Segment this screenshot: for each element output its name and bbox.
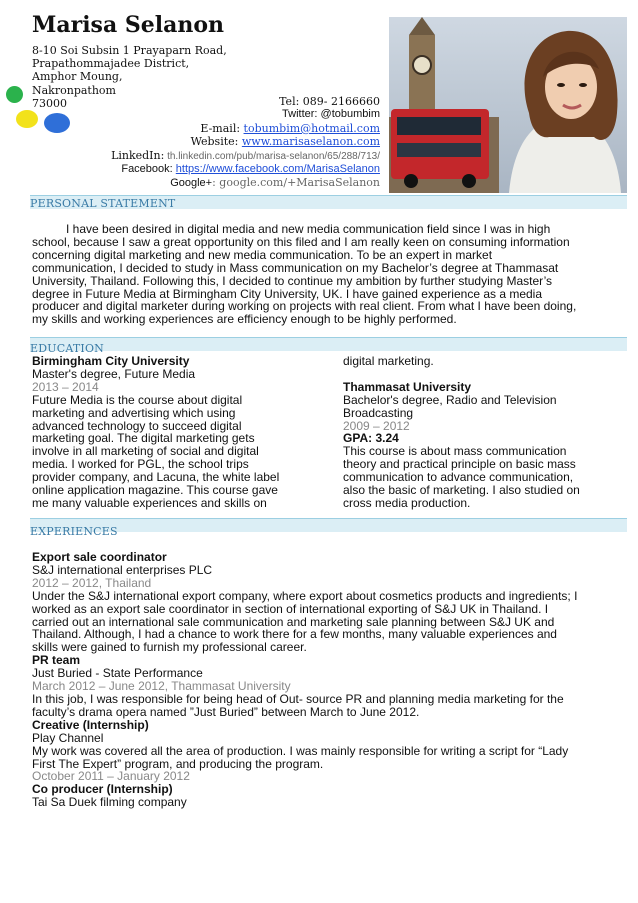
- education-dates: 2013 – 2014: [32, 379, 99, 394]
- google-row: [111, 176, 380, 190]
- experiences-list: [32, 551, 626, 809]
- job-organization: Just Buried - State Performance: [32, 666, 203, 681]
- job-dates: October 2011 – January 2012: [32, 769, 190, 784]
- linkedin-label: LinkedIn:: [111, 148, 165, 162]
- job-description-line: My work was covered all the area of production. I was mainly responsible for writing a script for “Lady: [32, 743, 569, 758]
- course-line: me many valuable experiences and skills on: [32, 495, 267, 510]
- green-dot-icon: [6, 86, 23, 103]
- statement-line: University, Thailand. Following this, I decided to continue my ambition by further studying Master’s: [32, 273, 553, 288]
- applicant-name: Marisa Selanon: [32, 12, 225, 38]
- course-line: This course is about mass communication: [343, 444, 567, 459]
- school-name: Thammasat University: [343, 379, 472, 394]
- course-line: marketing goal. The digital marketing gets: [32, 431, 255, 446]
- address-line: Nakronpathom: [32, 83, 116, 97]
- linkedin-row: [111, 149, 380, 163]
- facebook-link[interactable]: https://www.facebook.com/MarisaSelanon: [175, 163, 380, 176]
- statement-line: degree in Future Media at Birmingham City University, UK. I have gained experience as a media: [32, 286, 543, 301]
- statement-line: concerning digital marketing and new media communication. To be an expert in market: [32, 247, 493, 262]
- course-line: online application magazine. This course gave: [32, 483, 278, 498]
- course-line: communication to advance communication,: [343, 470, 574, 485]
- email-link[interactable]: tobumbim@hotmail.com: [243, 121, 380, 135]
- twitter-handle: Twitter: @tobumbim: [282, 108, 380, 121]
- course-line: involve in all marketing of social and digital: [32, 444, 259, 459]
- job-title: Creative (Internship): [32, 717, 149, 732]
- job-description-line: Under the S&J international export company, where export about cosmetics products and ingredients; I: [32, 588, 578, 603]
- blue-dot-icon: [44, 113, 70, 133]
- job-description-line: carried out an international sale communication and marketing sale planning between S&J UK and: [32, 614, 555, 629]
- job-description-line: skills were gained to furnish my professional career.: [32, 640, 307, 655]
- course-line: Future Media is the course about digital: [32, 392, 243, 407]
- school-name: Birmingham City University: [32, 354, 190, 368]
- address-line: Prapathommajadee District,: [32, 57, 190, 71]
- job-description-line: First The Expert” program, and producing the program.: [32, 756, 324, 771]
- statement-line: I have been desired in digital media and new media communication field since I was in high: [66, 222, 551, 236]
- contact-block: [111, 95, 380, 191]
- statement-line: communication, I decided to study in Mass communication on my Bachelor’s degree at Thammasat: [32, 260, 559, 275]
- experiences-bar: [30, 518, 627, 532]
- course-line: cross media production.: [343, 495, 471, 510]
- facebook-row: [111, 163, 380, 176]
- job-description-line: In this job, I was responsible for being head of Out- source PR and planning media marketing for the: [32, 691, 564, 706]
- profile-photo: [389, 17, 627, 193]
- address-line: 73000: [32, 96, 67, 110]
- course-line: also the basic of marketing. I also studied on: [343, 483, 580, 498]
- google-label: Google+: [170, 177, 213, 190]
- gpa: GPA: 3.24: [343, 431, 399, 446]
- degree: Bachelor's degree, Radio and Television: [343, 392, 557, 407]
- profile-photo-image: [389, 17, 627, 193]
- course-line: advanced technology to succeed digital: [32, 418, 242, 433]
- personal-statement-text: [32, 223, 626, 326]
- course-line: provider company, and Lacuna, the white label: [32, 470, 280, 485]
- website-label: Website:: [190, 135, 239, 149]
- job-description-line: worked as an export sale coordinator in section of international exporting of S&J UK in Thailand. I: [32, 601, 549, 616]
- yellow-dot-icon: [16, 110, 38, 128]
- website-link[interactable]: www.marisaselanon.com: [241, 135, 380, 149]
- job-dates: March 2012 – June 2012, Thammasat University: [32, 679, 291, 694]
- course-line: digital marketing.: [343, 354, 434, 368]
- education-left-column: [32, 355, 332, 510]
- education-right-column: [343, 355, 627, 510]
- personal-statement-heading: PERSONAL STATEMENT: [30, 197, 176, 210]
- experiences-heading: EXPERIENCES: [30, 525, 118, 538]
- statement-line: my skills and working experiences are efficiency enough to be highly performed.: [32, 312, 457, 327]
- job-organization: Tai Sa Duek filming company: [32, 795, 187, 810]
- course-line: media. I worked for PGL, the school trips: [32, 457, 249, 472]
- job-description-line: faculty’s drama opera named ”Just Buried” between March to June 2012.: [32, 704, 420, 719]
- course-line: theory and practical principle on basic mass: [343, 457, 576, 472]
- linkedin-link[interactable]: th.linkedin.com/pub/marisa-selanon/65/288/713/: [167, 150, 380, 162]
- degree: Broadcasting: [343, 405, 414, 420]
- website-row: [111, 135, 380, 148]
- job-description-line: Thailand. Although, I had a chance to work there for a few months, many valuable experiences and: [32, 627, 557, 642]
- job-organization: S&J international enterprises PLC: [32, 562, 213, 577]
- job-title: Export sale coordinator: [32, 550, 167, 564]
- job-title: Co producer (Internship): [32, 782, 173, 797]
- education-heading: EDUCATION: [30, 342, 105, 355]
- telephone: Tel: 089- 2166660: [279, 95, 380, 108]
- job-dates: 2012 – 2012, Thailand: [32, 575, 152, 590]
- address-line: Amphor Moung,: [32, 70, 123, 84]
- email-row: [111, 122, 380, 135]
- education-dates: 2009 – 2012: [343, 418, 410, 433]
- statement-line: school, because I saw a great opportunity on this filed and I am really keen on consuming information: [32, 234, 570, 249]
- job-organization: Play Channel: [32, 730, 104, 745]
- education-bar: [30, 337, 627, 351]
- address-line: 8-10 Soi Subsin 1 Prayaparn Road,: [32, 44, 227, 57]
- facebook-label: Facebook:: [121, 163, 173, 176]
- course-line: marketing and advertising which using: [32, 405, 236, 420]
- google-link[interactable]: : google.com/+MarisaSelanon: [212, 176, 380, 190]
- job-title: PR team: [32, 653, 81, 668]
- email-label: E-mail:: [200, 121, 241, 135]
- statement-line: producer and digital marketer during working on projects with real client. From what I have been doing,: [32, 299, 577, 314]
- degree: Master's degree, Future Media: [32, 366, 196, 381]
